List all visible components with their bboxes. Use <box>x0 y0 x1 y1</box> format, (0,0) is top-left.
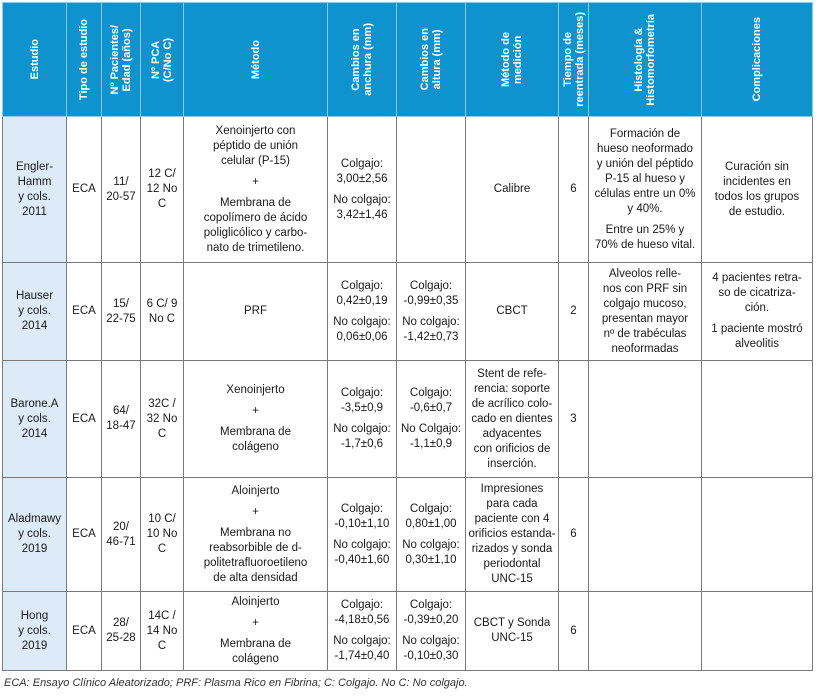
cell-pacientes: 11/ 20-57 <box>102 117 141 263</box>
cell-metodo <box>184 263 328 361</box>
cell-anchura <box>328 361 397 478</box>
cell-metodo-line: Membrana de copolímero de ácido poliglicólico y carbo- nato de trimetileno. <box>203 196 308 254</box>
cell-pca: 10 C/ 10 No C <box>141 478 184 592</box>
cell-tipo: ECA <box>67 263 102 361</box>
table-footnote: ECA: Ensayo Clínico Aleatorizado; PRF: Plasma Rico en Fibrina; C: Colgajo. No C: No colgajo. <box>4 677 468 689</box>
cell-anchura-line: Colgajo: -4,18±0,56 <box>334 599 390 626</box>
cell-histologia <box>589 478 702 592</box>
cell-metodo-line: + <box>252 175 259 188</box>
cell-altura <box>397 117 466 263</box>
cell-complicaciones <box>702 361 813 478</box>
cell-anchura-line: No colgajo: -1,7±0,6 <box>333 423 391 450</box>
cell-metodo-line: Aloinjerto <box>231 596 280 608</box>
cell-pca: 12 C/ 12 No C <box>141 117 184 263</box>
header-row <box>3 3 813 117</box>
cell-tiempo: 6 <box>559 478 589 592</box>
cell-pca: 6 C/ 9 No C <box>141 263 184 361</box>
cell-tiempo: 2 <box>559 263 589 361</box>
header-pca: Nº PCA (C/No C) <box>141 3 184 117</box>
table-row <box>3 117 813 263</box>
cell-pacientes: 15/ 22-75 <box>102 263 141 361</box>
cell-metodo-line: Membrana no reabsorbible de d- politetrafluoroetileno de alta densidad <box>203 526 308 584</box>
cell-complicaciones-line: 1 paciente mostró alveolitis <box>711 323 803 350</box>
cell-pacientes: 28/ 25-28 <box>102 592 141 671</box>
cell-histologia-line: Alveolos relle- nos con PRF sin colgajo mucoso, presentan mayor nº de trabéculas neoformadas <box>601 267 689 355</box>
cell-medicion: Impresiones para cada paciente con 4 orificios estanda- rizados y sonda periodontal UNC-15 <box>466 478 559 592</box>
cell-anchura-line: Colgajo: 3,00±2,56 <box>336 157 388 185</box>
cell-anchura-line: No colgajo: -0,40±1,60 <box>333 538 391 566</box>
cell-estudio: Barone.A y cols. 2014 <box>3 361 67 478</box>
header-histologia: Histología & Histomorfometría <box>589 3 702 117</box>
header-metodo: Método <box>184 3 328 117</box>
cell-complicaciones-line: Curación sin incidentes en todos los grupos de estudio. <box>714 160 800 218</box>
cell-metodo-line: PRF <box>244 305 267 317</box>
cell-tipo: ECA <box>67 478 102 592</box>
cell-anchura <box>328 592 397 671</box>
cell-complicaciones-line: 4 pacientes retra- so de cicatriza- ción. <box>712 272 802 314</box>
header-tipo-estudio: Tipo de estudio <box>67 3 102 117</box>
cell-complicaciones <box>702 592 813 671</box>
cell-altura <box>397 361 466 478</box>
cell-metodo <box>184 592 328 671</box>
cell-altura-line: Colgajo: -0,99±0,35 <box>403 279 459 307</box>
cell-metodo <box>184 478 328 592</box>
cell-medicion: Stent de refe- rencia: soporte de acrílico colo- cado en dientes adyacentes con orificios de inserción. <box>466 361 559 478</box>
cell-altura-line: Colgajo: 0,80±1,00 <box>405 502 457 530</box>
header-cambios-anchura: Cambios en anchura (mm) <box>328 3 397 117</box>
cell-complicaciones <box>702 478 813 592</box>
cell-metodo <box>184 117 328 263</box>
cell-metodo-line: Membrana de colágeno <box>220 426 291 453</box>
cell-histologia <box>589 361 702 478</box>
cell-altura-line: No colgajo: -0,10±0,30 <box>402 635 460 662</box>
cell-anchura-line: Colgajo: 0,42±0,19 <box>336 279 388 307</box>
cell-altura <box>397 478 466 592</box>
cell-tipo: ECA <box>67 117 102 263</box>
cell-altura <box>397 263 466 361</box>
header-cambios-altura: Cambios en altura (mm) <box>397 3 466 117</box>
cell-metodo-line: Aloinjerto <box>231 484 280 497</box>
cell-tiempo: 6 <box>559 592 589 671</box>
cell-estudio: Engler- Hamm y cols. 2011 <box>3 117 67 263</box>
cell-histologia <box>589 117 702 263</box>
cell-anchura-line: Colgajo: -0,10±1,10 <box>334 502 390 530</box>
cell-histologia <box>589 263 702 361</box>
cell-complicaciones <box>702 117 813 263</box>
cell-pacientes: 20/ 46-71 <box>102 478 141 592</box>
table-row <box>3 592 813 671</box>
cell-estudio: Aladmawy y cols. 2019 <box>3 478 67 592</box>
cell-altura-line: Colgajo: -0,6±0,7 <box>409 387 453 414</box>
header-metodo-medicion: Método de medición <box>466 3 559 117</box>
header-complicaciones: Complicaciones <box>702 3 813 117</box>
cell-tipo: ECA <box>67 592 102 671</box>
cell-histologia-line: Formación de hueso neoformado y unión del péptido P-15 al hueso y células entre un 0% y 40%. <box>594 127 696 215</box>
cell-anchura <box>328 263 397 361</box>
studies-table <box>2 2 813 671</box>
cell-metodo-line: + <box>252 617 259 629</box>
cell-altura-line: Colgajo: -0,39±0,20 <box>403 599 459 626</box>
cell-anchura <box>328 117 397 263</box>
cell-pacientes: 64/ 18-47 <box>102 361 141 478</box>
cell-altura-line: No Colgajo: -1,1±0,9 <box>400 423 462 450</box>
cell-altura-line: No colgajo: 0,30±1,10 <box>402 538 460 566</box>
cell-pca: 32C / 32 No C <box>141 361 184 478</box>
cell-histologia <box>589 592 702 671</box>
cell-anchura-line: No colgajo: -1,74±0,40 <box>333 635 391 662</box>
cell-anchura-line: No colgajo: 3,42±1,46 <box>333 193 391 221</box>
cell-tipo: ECA <box>67 361 102 478</box>
cell-altura-line: No colgajo: -1,42±0,73 <box>402 315 460 343</box>
header-estudio: Estudio <box>3 3 67 117</box>
cell-estudio: Hauser y cols. 2014 <box>3 263 67 361</box>
cell-medicion: CBCT y Sonda UNC-15 <box>466 592 559 671</box>
cell-metodo-line: Xenoinjerto <box>226 384 285 396</box>
header-tiempo-reentrada: Tiempo de reentrada (meses) <box>559 3 589 117</box>
cell-tiempo: 6 <box>559 117 589 263</box>
table-row <box>3 263 813 361</box>
cell-medicion: Calibre <box>466 117 559 263</box>
cell-metodo-line: + <box>252 405 259 417</box>
cell-pca: 14C / 14 No C <box>141 592 184 671</box>
header-pacientes-edad: Nº Pacientes/ Edad (años) <box>102 3 141 117</box>
cell-metodo-line: Xenoinjerto con péptido de unión celular (P-15) <box>212 124 299 167</box>
cell-medicion: CBCT <box>466 263 559 361</box>
cell-metodo <box>184 361 328 478</box>
cell-anchura <box>328 478 397 592</box>
cell-estudio: Hong y cols. 2019 <box>3 592 67 671</box>
cell-histologia-line: Entre un 25% y 70% de hueso vital. <box>594 223 696 251</box>
cell-complicaciones <box>702 263 813 361</box>
cell-metodo-line: Membrana de colágeno <box>220 638 291 665</box>
cell-tiempo: 3 <box>559 361 589 478</box>
cell-anchura-line: No colgajo: 0,06±0,06 <box>333 315 391 343</box>
table-row <box>3 478 813 592</box>
cell-metodo-line: + <box>252 505 259 518</box>
cell-anchura-line: Colgajo: -3,5±0,9 <box>340 387 384 414</box>
cell-altura <box>397 592 466 671</box>
table-row <box>3 361 813 478</box>
